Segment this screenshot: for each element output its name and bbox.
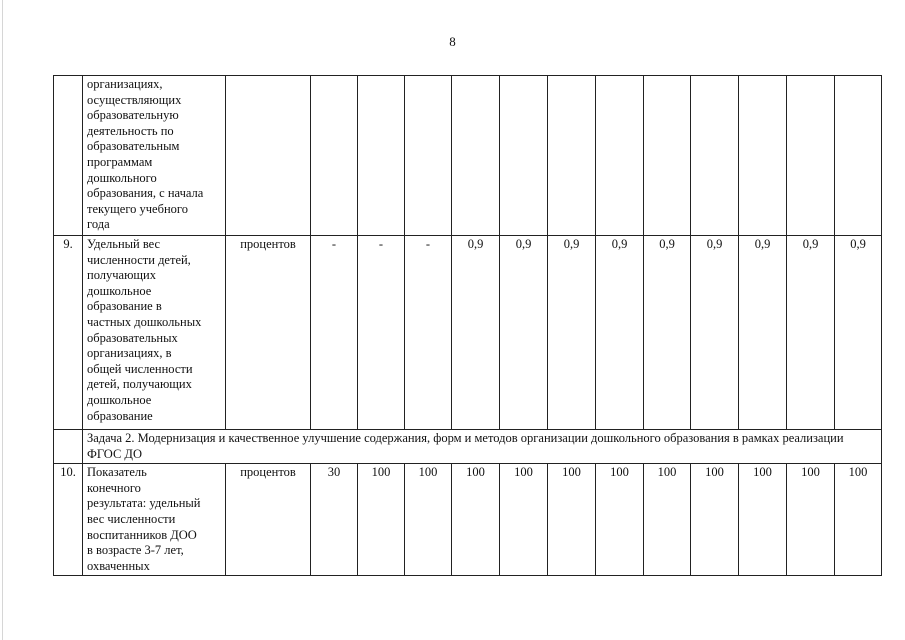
value-cell (644, 76, 691, 236)
value-cell (311, 76, 358, 236)
table-row-9 (54, 236, 882, 430)
value-cell: 100 (739, 464, 787, 576)
unit-cell: процентов (226, 236, 311, 430)
value-cell (835, 76, 882, 236)
task-heading-row (54, 430, 882, 464)
value-cell: 0,9 (835, 236, 882, 430)
page-edge-line (2, 0, 3, 640)
value-cell: 0,9 (739, 236, 787, 430)
value-cell: 100 (358, 464, 405, 576)
value-cell: 0,9 (644, 236, 691, 430)
value-cell: 100 (835, 464, 882, 576)
unit-cell: процентов (226, 464, 311, 576)
value-cell (739, 76, 787, 236)
value-cell (596, 76, 644, 236)
row-number: 10. (54, 464, 83, 576)
table-row-continuation (54, 76, 882, 236)
value-cell (452, 76, 500, 236)
value-cell: 0,9 (548, 236, 596, 430)
value-cell: 0,9 (787, 236, 835, 430)
indicator-description: организациях, осуществляющих образовательную деятельность по образовательным программам дошкольного образования, с начала текущего учебного года (83, 76, 226, 236)
value-cell: 100 (548, 464, 596, 576)
value-cell: 100 (644, 464, 691, 576)
value-cell: - (358, 236, 405, 430)
indicator-description: Удельный вес численности детей, получающих дошкольное образование в частных дошкольных образовательных организациях, в общей численности детей, получающих дошкольное образование (83, 236, 226, 430)
value-cell: 100 (787, 464, 835, 576)
value-cell (358, 76, 405, 236)
value-cell: 100 (691, 464, 739, 576)
unit-cell (226, 76, 311, 236)
value-cell: 30 (311, 464, 358, 576)
indicators-table (53, 75, 882, 576)
row-number (54, 76, 83, 236)
value-cell: 0,9 (596, 236, 644, 430)
value-cell: 100 (500, 464, 548, 576)
task-heading: Задача 2. Модернизация и качественное улучшение содержания, форм и методов организации дошкольного образования в рамках реализации ФГОС ДО (83, 430, 882, 464)
value-cell: 0,9 (452, 236, 500, 430)
value-cell: 0,9 (500, 236, 548, 430)
table-row-10 (54, 464, 882, 576)
value-cell (500, 76, 548, 236)
value-cell (787, 76, 835, 236)
value-cell: 0,9 (691, 236, 739, 430)
value-cell (405, 76, 452, 236)
page-number: 8 (449, 34, 456, 49)
row-number: 9. (54, 236, 83, 430)
value-cell: 100 (452, 464, 500, 576)
indicator-description: Показатель конечного результата: удельный вес численности воспитанников ДОО в возрасте 3-7 лет, охваченных (83, 464, 226, 576)
value-cell: - (311, 236, 358, 430)
value-cell: - (405, 236, 452, 430)
row-number (54, 430, 83, 464)
value-cell: 100 (405, 464, 452, 576)
value-cell (548, 76, 596, 236)
value-cell (691, 76, 739, 236)
value-cell: 100 (596, 464, 644, 576)
